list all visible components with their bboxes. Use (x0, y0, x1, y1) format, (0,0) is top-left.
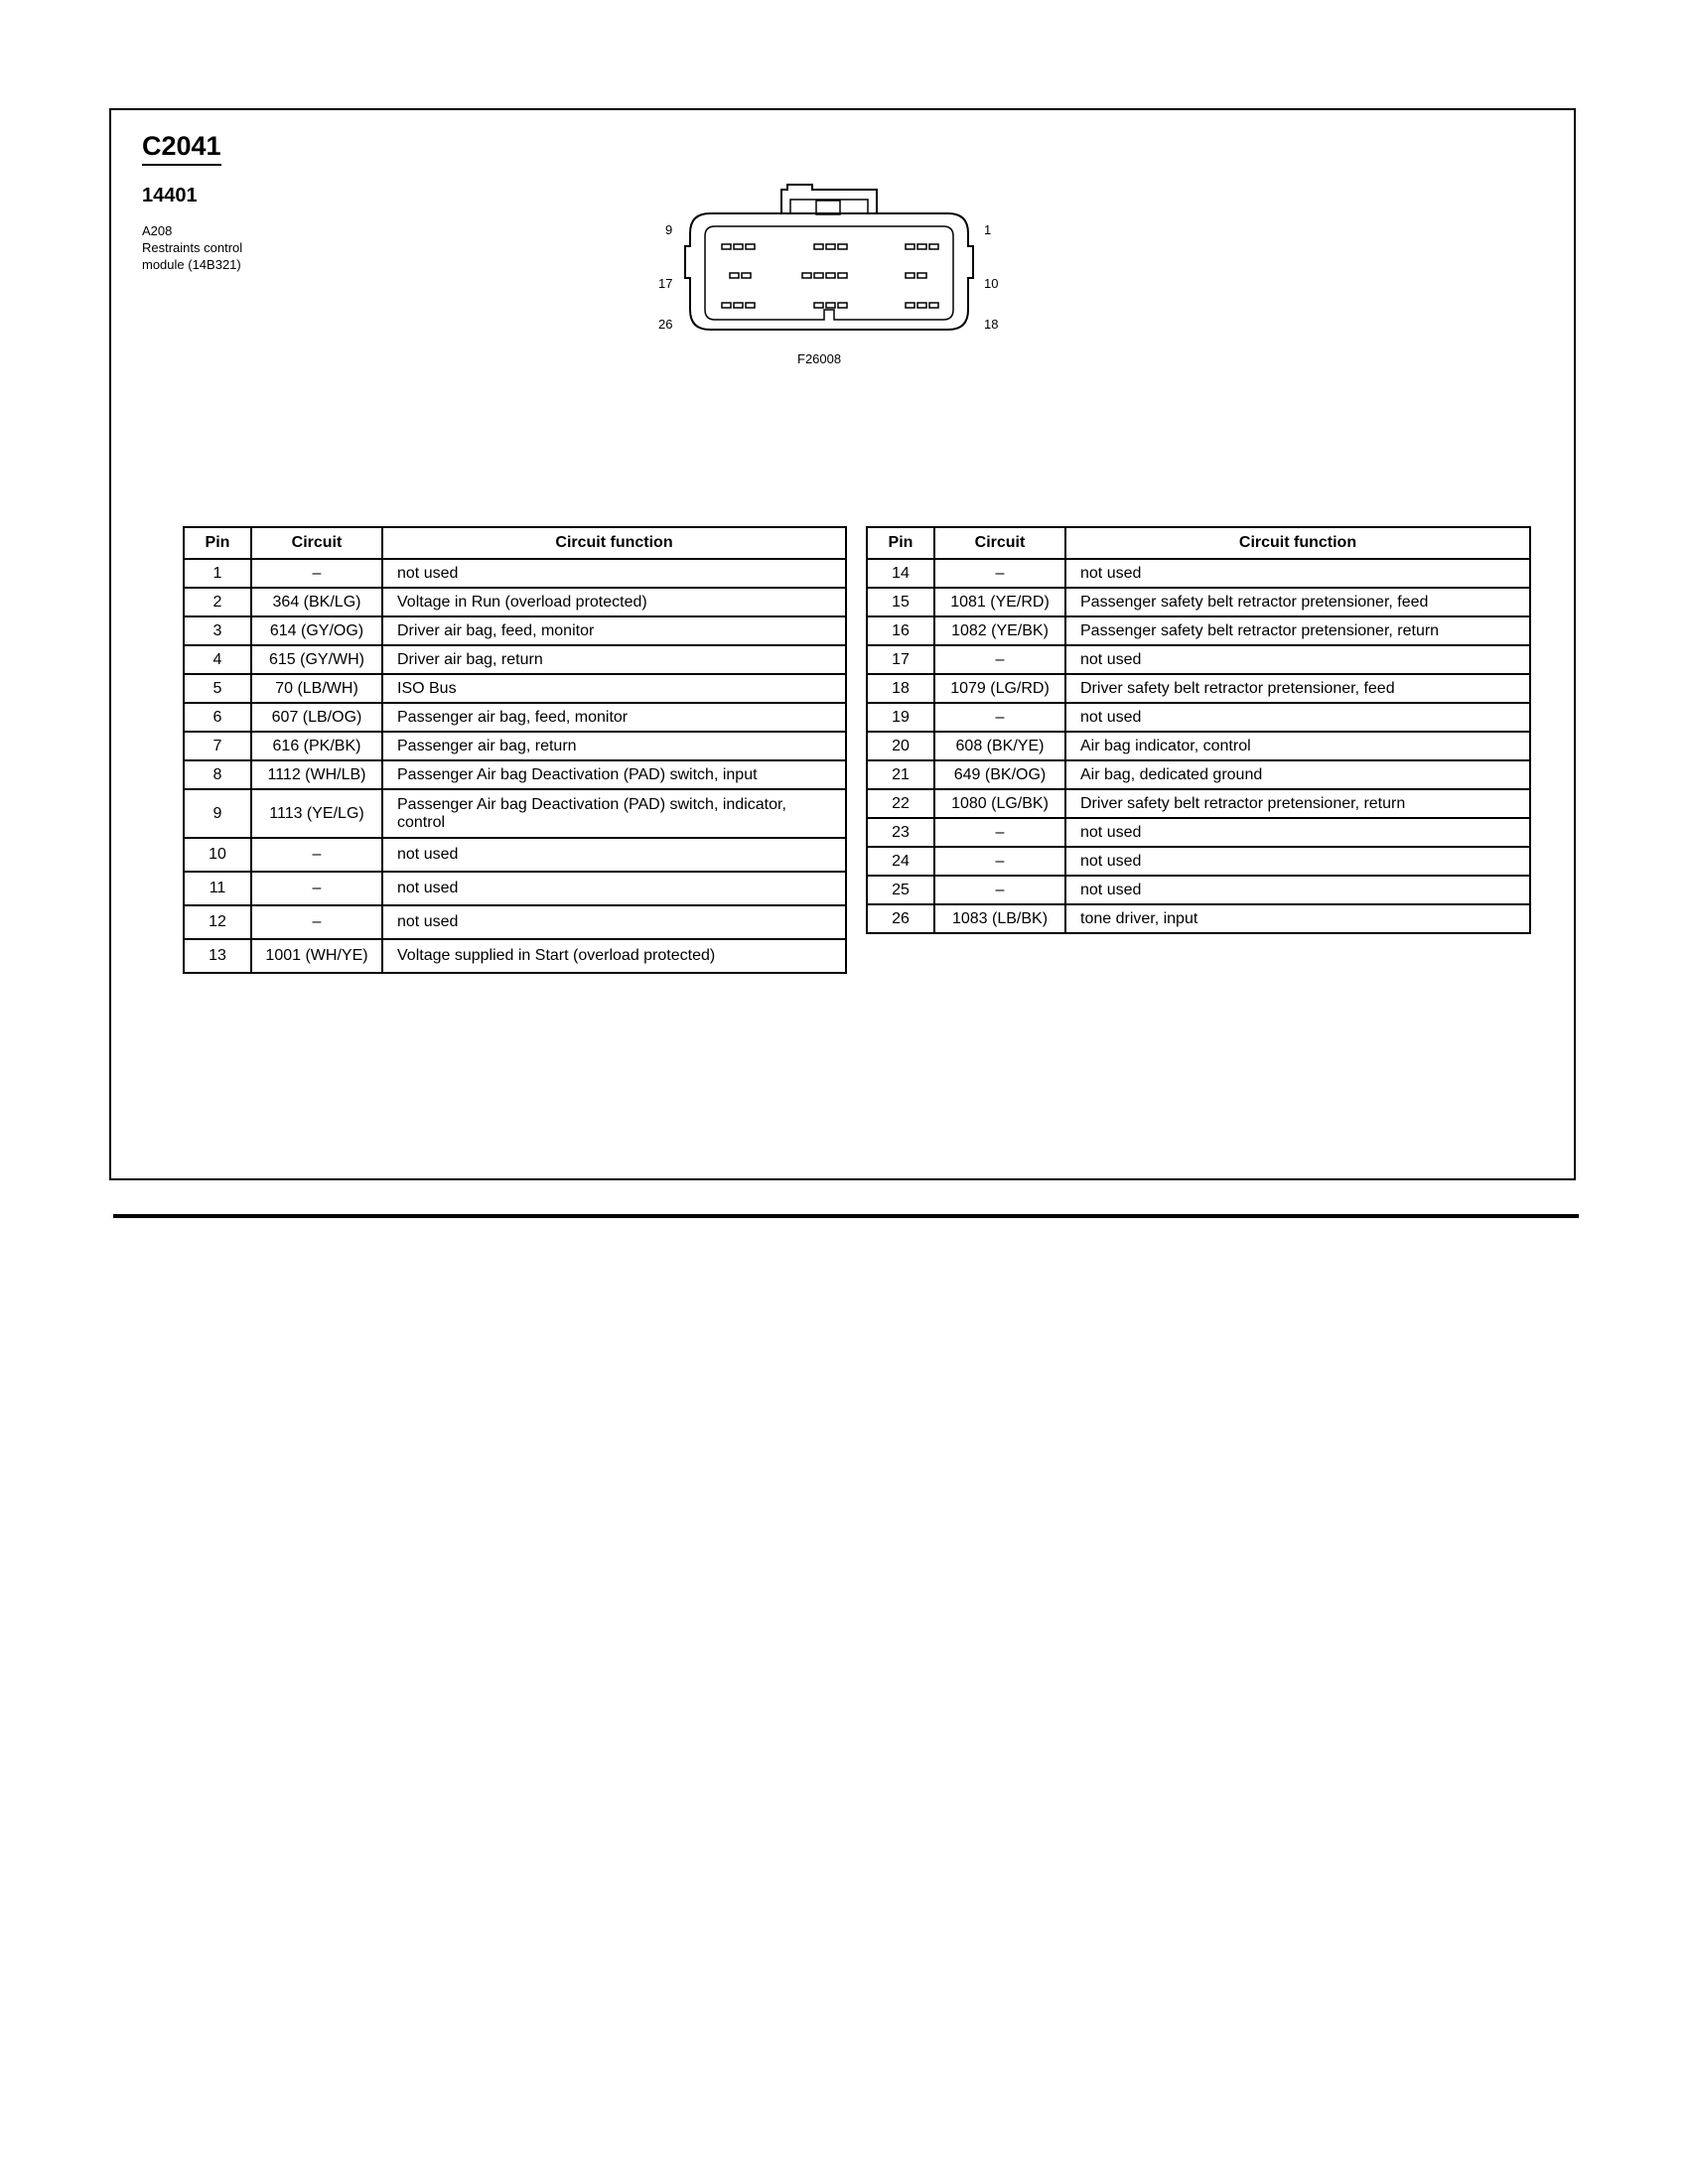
function-cell: tone driver, input (1065, 904, 1530, 933)
circuit-cell: 70 (LB/WH) (251, 674, 382, 703)
pin-cell: 9 (184, 789, 251, 838)
circuit-cell: 616 (PK/BK) (251, 732, 382, 760)
table-row (867, 645, 1530, 674)
connector-id: C2041 (142, 132, 221, 166)
table-row (867, 588, 1530, 616)
table-header-row (867, 527, 1530, 559)
header-pin: Pin (867, 527, 934, 559)
circuit-cell: 615 (GY/WH) (251, 645, 382, 674)
function-cell: not used (1065, 876, 1530, 904)
header-circuit: Circuit (251, 527, 382, 559)
pin-label-10: 10 (984, 276, 999, 291)
function-cell: Passenger air bag, feed, monitor (382, 703, 846, 732)
figure-code: F26008 (797, 351, 842, 366)
function-cell: not used (382, 559, 846, 588)
table-row (867, 732, 1530, 760)
circuit-cell: – (934, 818, 1065, 847)
function-cell: Passenger air bag, return (382, 732, 846, 760)
function-cell: Air bag indicator, control (1065, 732, 1530, 760)
table-row (867, 559, 1530, 588)
pin-cell: 5 (184, 674, 251, 703)
function-cell: not used (1065, 559, 1530, 588)
table-row (867, 703, 1530, 732)
table-row (184, 789, 846, 838)
part-number: 14401 (142, 185, 198, 206)
header-circuit-function: Circuit function (1065, 527, 1530, 559)
function-cell: not used (1065, 847, 1530, 876)
table-row (184, 616, 846, 645)
pin-cell: 22 (867, 789, 934, 818)
pin-cell: 12 (184, 905, 251, 939)
pin-label-18: 18 (984, 317, 999, 332)
circuit-cell: 1079 (LG/RD) (934, 674, 1065, 703)
table-row (184, 674, 846, 703)
circuit-cell: 607 (LB/OG) (251, 703, 382, 732)
circuit-cell: – (251, 905, 382, 939)
page-divider (113, 1214, 1579, 1218)
component-line: Restraints control (142, 240, 243, 255)
pin-cell: 25 (867, 876, 934, 904)
pin-cell: 20 (867, 732, 934, 760)
circuit-cell: 1082 (YE/BK) (934, 616, 1065, 645)
table-row (867, 789, 1530, 818)
pinout-table-left (183, 526, 847, 974)
function-cell: Voltage supplied in Start (overload protected) (382, 939, 846, 973)
circuit-cell: 1113 (YE/LG) (251, 789, 382, 838)
function-cell: Passenger Air bag Deactivation (PAD) switch, input (382, 760, 846, 789)
table-row (184, 588, 846, 616)
table-row (184, 760, 846, 789)
table-row (184, 905, 846, 939)
pin-cell: 15 (867, 588, 934, 616)
pin-cell: 1 (184, 559, 251, 588)
pin-cell: 10 (184, 838, 251, 872)
function-cell: not used (1065, 645, 1530, 674)
component-line: A208 (142, 223, 173, 238)
circuit-cell: 1083 (LB/BK) (934, 904, 1065, 933)
header-circuit: Circuit (934, 527, 1065, 559)
pin-cell: 13 (184, 939, 251, 973)
table-row (184, 872, 846, 905)
function-cell: Passenger safety belt retractor pretensioner, return (1065, 616, 1530, 645)
function-cell: Driver air bag, feed, monitor (382, 616, 846, 645)
function-cell: not used (382, 838, 846, 872)
pin-cell: 7 (184, 732, 251, 760)
pin-cell: 14 (867, 559, 934, 588)
pin-label-17: 17 (658, 276, 673, 291)
pin-cell: 24 (867, 847, 934, 876)
header-circuit-function: Circuit function (382, 527, 846, 559)
pin-cell: 2 (184, 588, 251, 616)
function-cell: not used (1065, 818, 1530, 847)
function-cell: Passenger safety belt retractor pretensioner, feed (1065, 588, 1530, 616)
function-cell: ISO Bus (382, 674, 846, 703)
circuit-cell: 649 (BK/OG) (934, 760, 1065, 789)
table-row (867, 616, 1530, 645)
circuit-cell: – (934, 847, 1065, 876)
pin-cell: 16 (867, 616, 934, 645)
pin-cell: 19 (867, 703, 934, 732)
circuit-cell: – (934, 645, 1065, 674)
table-row (867, 847, 1530, 876)
header-pin: Pin (184, 527, 251, 559)
circuit-cell: 364 (BK/LG) (251, 588, 382, 616)
circuit-cell: – (251, 559, 382, 588)
pin-cell: 8 (184, 760, 251, 789)
table-row (184, 838, 846, 872)
table-row (184, 559, 846, 588)
function-cell: Driver safety belt retractor pretensioner, feed (1065, 674, 1530, 703)
pin-cell: 18 (867, 674, 934, 703)
function-cell: Driver air bag, return (382, 645, 846, 674)
table-row (184, 939, 846, 973)
table-row (184, 645, 846, 674)
circuit-cell: – (251, 872, 382, 905)
circuit-cell: – (934, 559, 1065, 588)
pin-cell: 17 (867, 645, 934, 674)
pin-cell: 11 (184, 872, 251, 905)
pin-label-9: 9 (665, 222, 673, 237)
component-description (142, 222, 242, 273)
function-cell: Air bag, dedicated ground (1065, 760, 1530, 789)
pin-label-26: 26 (658, 317, 673, 332)
circuit-cell: – (934, 703, 1065, 732)
pin-cell: 4 (184, 645, 251, 674)
circuit-cell: – (251, 838, 382, 872)
function-cell: not used (1065, 703, 1530, 732)
circuit-cell: 608 (BK/YE) (934, 732, 1065, 760)
table-header-row (184, 527, 846, 559)
function-cell: Voltage in Run (overload protected) (382, 588, 846, 616)
table-row (184, 732, 846, 760)
pin-cell: 21 (867, 760, 934, 789)
function-cell: Driver safety belt retractor pretensioner, return (1065, 789, 1530, 818)
pinout-table-right (866, 526, 1531, 934)
pin-cell: 26 (867, 904, 934, 933)
pin-cell: 23 (867, 818, 934, 847)
circuit-cell: – (934, 876, 1065, 904)
table-row (867, 904, 1530, 933)
table-row (867, 876, 1530, 904)
connector-face-diagram (645, 179, 1013, 377)
pin-label-1: 1 (984, 222, 992, 237)
circuit-cell: 1081 (YE/RD) (934, 588, 1065, 616)
circuit-cell: 614 (GY/OG) (251, 616, 382, 645)
component-line: module (14B321) (142, 257, 241, 272)
table-row (867, 760, 1530, 789)
pin-cell: 3 (184, 616, 251, 645)
function-cell: not used (382, 905, 846, 939)
table-row (867, 818, 1530, 847)
function-cell: Passenger Air bag Deactivation (PAD) switch, indicator, control (382, 789, 846, 838)
pin-cell: 6 (184, 703, 251, 732)
circuit-cell: 1080 (LG/BK) (934, 789, 1065, 818)
table-row (867, 674, 1530, 703)
circuit-cell: 1001 (WH/YE) (251, 939, 382, 973)
table-row (184, 703, 846, 732)
function-cell: not used (382, 872, 846, 905)
circuit-cell: 1112 (WH/LB) (251, 760, 382, 789)
